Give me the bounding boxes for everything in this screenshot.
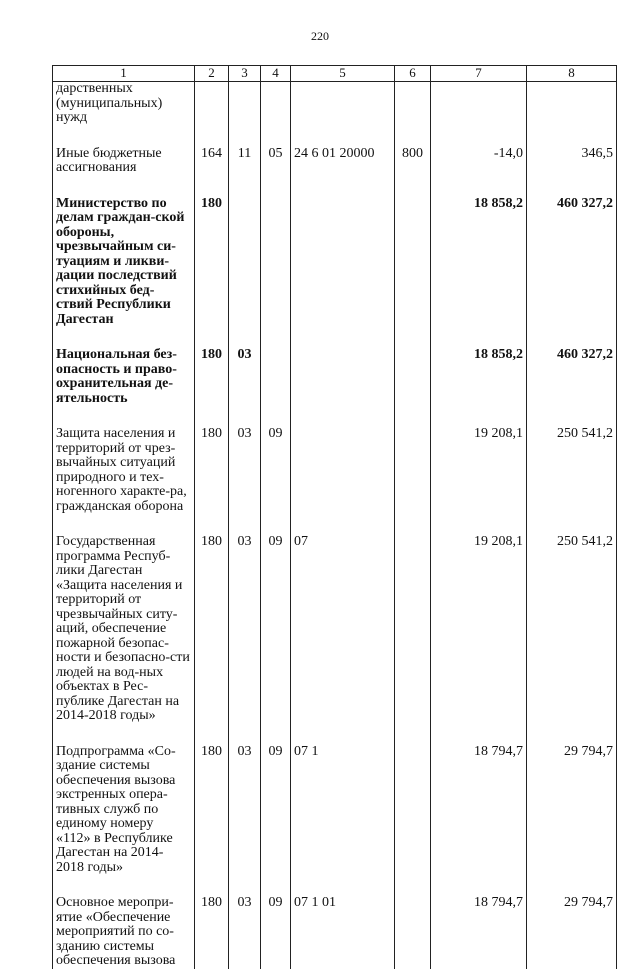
cell-subsection [261, 82, 291, 147]
cell-amount-total: 250 541,2 [527, 427, 617, 535]
header-col-2: 2 [195, 66, 229, 82]
cell-amount-total: 250 541,2 [527, 535, 617, 745]
cell-expense-type [395, 427, 431, 535]
cell-target-article [291, 427, 395, 535]
cell-target-article [291, 348, 395, 427]
header-col-6: 6 [395, 66, 431, 82]
table-row [53, 427, 617, 535]
cell-expense-type [395, 896, 431, 969]
cell-ministry-code [195, 82, 229, 147]
cell-expense-type [395, 745, 431, 897]
cell-ministry-code: 180 [195, 896, 229, 969]
cell-name: Защита населения и территорий от чрез-вычайных ситуаций природного и тех-ногенного характе-ра, гражданская оборона [53, 427, 195, 535]
cell-name: дарственных (муниципальных) нужд [53, 82, 195, 147]
cell-expense-type [395, 82, 431, 147]
cell-section [229, 197, 261, 349]
cell-name: Основное меропри-ятие «Обеспечение мероприятий по со-зданию системы обеспечения вызова [53, 896, 195, 969]
cell-amount-change: -14,0 [431, 147, 527, 197]
cell-target-article: 24 6 01 20000 [291, 147, 395, 197]
table-row [53, 745, 617, 897]
cell-subsection: 09 [261, 896, 291, 969]
cell-amount-change: 18 794,7 [431, 745, 527, 897]
table-row [53, 348, 617, 427]
cell-target-article [291, 197, 395, 349]
header-col-7: 7 [431, 66, 527, 82]
cell-amount-total: 29 794,7 [527, 745, 617, 897]
cell-target-article: 07 [291, 535, 395, 745]
cell-expense-type [395, 348, 431, 427]
cell-ministry-code: 180 [195, 427, 229, 535]
cell-target-article: 07 1 [291, 745, 395, 897]
cell-section [229, 82, 261, 147]
cell-subsection: 05 [261, 147, 291, 197]
cell-amount-total [527, 82, 617, 147]
cell-amount-total: 460 327,2 [527, 348, 617, 427]
cell-amount-change [431, 82, 527, 147]
cell-amount-change: 18 794,7 [431, 896, 527, 969]
cell-ministry-code: 164 [195, 147, 229, 197]
table-row [53, 535, 617, 745]
cell-amount-total: 460 327,2 [527, 197, 617, 349]
cell-amount-change: 19 208,1 [431, 427, 527, 535]
cell-amount-total: 346,5 [527, 147, 617, 197]
cell-subsection [261, 348, 291, 427]
cell-subsection: 09 [261, 427, 291, 535]
cell-section: 03 [229, 427, 261, 535]
header-col-3: 3 [229, 66, 261, 82]
cell-expense-type [395, 535, 431, 745]
cell-name: Национальная без-опасность и право-охранительная де-ятельность [53, 348, 195, 427]
cell-target-article: 07 1 01 [291, 896, 395, 969]
cell-name: Государственная программа Респуб-лики Дагестан «Защита населения и территорий от чрезвычайных ситу-аций, обеспечение пожарной безопас-ности и безопасно-сти людей на вод-ных объектах в Рес-публике Дагестан на 2014-2018 годы» [53, 535, 195, 745]
table-row [53, 197, 617, 349]
table-row [53, 147, 617, 197]
cell-section: 03 [229, 535, 261, 745]
header-col-1: 1 [53, 66, 195, 82]
header-col-8: 8 [527, 66, 617, 82]
header-col-4: 4 [261, 66, 291, 82]
cell-amount-change: 18 858,2 [431, 348, 527, 427]
budget-table [52, 65, 617, 969]
cell-ministry-code: 180 [195, 348, 229, 427]
table-row [53, 82, 617, 147]
cell-section: 03 [229, 896, 261, 969]
table-row [53, 896, 617, 969]
table-body [53, 82, 617, 969]
cell-subsection: 09 [261, 535, 291, 745]
header-col-5: 5 [291, 66, 395, 82]
header-row [53, 66, 617, 82]
cell-expense-type: 800 [395, 147, 431, 197]
cell-name: Министерство по делам граждан-ской обороны, чрезвычайным си-туациям и ликви-дации последствий стихийных бед-ствий Республики Дагестан [53, 197, 195, 349]
cell-section: 03 [229, 745, 261, 897]
cell-ministry-code: 180 [195, 197, 229, 349]
page-number: 220 [311, 29, 329, 43]
cell-expense-type [395, 197, 431, 349]
cell-name: Иные бюджетные ассигнования [53, 147, 195, 197]
cell-subsection [261, 197, 291, 349]
cell-ministry-code: 180 [195, 535, 229, 745]
cell-amount-change: 19 208,1 [431, 535, 527, 745]
cell-amount-total: 29 794,7 [527, 896, 617, 969]
cell-subsection: 09 [261, 745, 291, 897]
cell-name: Подпрограмма «Со-здание системы обеспечения вызова экстренных опера-тивных служб по единому номеру «112» в Республике Дагестан на 2014-2018 годы» [53, 745, 195, 897]
cell-section: 03 [229, 348, 261, 427]
cell-target-article [291, 82, 395, 147]
cell-amount-change: 18 858,2 [431, 197, 527, 349]
cell-ministry-code: 180 [195, 745, 229, 897]
cell-section: 11 [229, 147, 261, 197]
